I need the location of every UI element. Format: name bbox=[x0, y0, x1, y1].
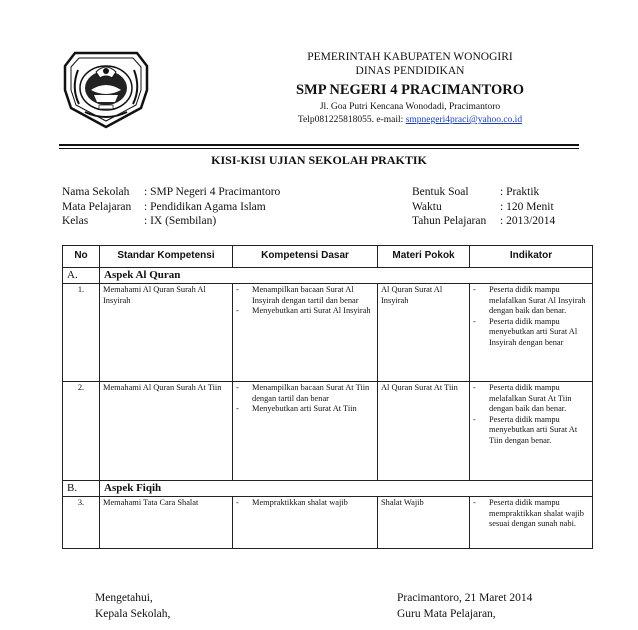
header-standar-kompetensi: Standar Kompetensi bbox=[100, 246, 233, 268]
info-key: Bentuk Soal bbox=[412, 186, 469, 198]
bullet-item: - Menyebutkan arti Surat Al Insyirah bbox=[236, 306, 371, 316]
bullet-item: - Menampilkan bacaan Surat At Tiin dengan tartil dan benar bbox=[236, 383, 370, 403]
info-key: Mata Pelajaran bbox=[62, 200, 132, 213]
bullet-item: - Menyebutkan arti Surat At Tiin bbox=[236, 404, 357, 414]
info-right bbox=[412, 185, 555, 229]
place-date: Pracimantoro, 21 Maret 2014 bbox=[397, 592, 533, 604]
header-materi-pokok: Materi Pokok bbox=[378, 246, 470, 268]
info-row bbox=[412, 200, 555, 215]
info-value: : IX (Sembilan) bbox=[144, 215, 217, 227]
table-row bbox=[63, 382, 593, 481]
info-row bbox=[62, 185, 280, 200]
row-number: 2. bbox=[63, 382, 100, 481]
row-number: 3. bbox=[63, 497, 100, 549]
signature-right bbox=[397, 591, 532, 622]
materi-pokok-cell: Al Quran Surat At Tiin bbox=[378, 382, 470, 481]
section-row bbox=[63, 268, 593, 284]
letterhead bbox=[230, 50, 590, 127]
section-name: Aspek Fiqih bbox=[100, 481, 593, 497]
table-header-row bbox=[63, 246, 593, 268]
row-number: 1. bbox=[63, 284, 100, 382]
section-label: B. bbox=[63, 481, 100, 497]
info-value: : 2013/2014 bbox=[500, 215, 556, 227]
bullet-item: - Peserta didik mampu melafalkan Surat Al Insyirah dengan baik dan benar. bbox=[473, 285, 586, 316]
indikator-cell bbox=[470, 284, 593, 382]
letterhead-divider-thin bbox=[59, 148, 579, 149]
kabupaten-emblem-logo bbox=[63, 50, 149, 130]
teacher-label: Guru Mata Pelajaran, bbox=[397, 607, 496, 620]
kompetensi-dasar-cell bbox=[233, 382, 378, 481]
table-row bbox=[63, 284, 593, 382]
bullet-item: - Mempraktikkan shalat wajib bbox=[236, 498, 348, 507]
info-key: Kelas bbox=[62, 215, 89, 227]
info-row bbox=[412, 214, 555, 229]
phone-text: Telp081225818055. e-mail: bbox=[297, 115, 406, 125]
bullet-item: - Peserta didik mampu menyebutkan arti Surat Al Insyirah dengan benar bbox=[473, 316, 578, 347]
section-row bbox=[63, 481, 593, 497]
government-name: PEMERINTAH KABUPATEN WONOGIRI bbox=[307, 51, 513, 63]
bullet-item: - Peserta didik mampu menyebutkan arti Surat At Tiin dengan benar. bbox=[473, 414, 578, 445]
header-no: No bbox=[63, 246, 100, 268]
materi-pokok-cell: Al Quran Surat Al Insyirah bbox=[378, 284, 470, 382]
kompetensi-dasar-cell bbox=[233, 284, 378, 382]
signature-left bbox=[95, 591, 170, 622]
kisi-kisi-table bbox=[62, 245, 593, 549]
info-row bbox=[62, 214, 280, 229]
section-name: Aspek Al Quran bbox=[100, 268, 593, 284]
bullet-item: - Menampilkan bacaan Surat Al Insyirah dengan tartil dan benar bbox=[236, 285, 359, 305]
school-address: Jl. Goa Putri Kencana Wonodadi, Pracimantoro bbox=[319, 102, 501, 112]
info-value: : 120 Menit bbox=[500, 200, 554, 213]
email-link[interactable]: smpnegeri4praci@yahoo.co.id bbox=[405, 115, 523, 125]
header-indikator: Indikator bbox=[470, 246, 593, 268]
letterhead-divider-thick bbox=[59, 144, 579, 146]
principal-label: Kepala Sekolah, bbox=[95, 607, 171, 620]
standar-kompetensi-cell: Memahami Tata Cara Shalat bbox=[100, 497, 233, 549]
bullet-item: - Peserta didik mampu melafalkan Surat At Tiin dengan baik dan benar. bbox=[473, 383, 572, 414]
document-title: KISI-KISI UJIAN SEKOLAH PRAKTIK bbox=[211, 153, 427, 167]
header-kompetensi-dasar: Kompetensi Dasar bbox=[233, 246, 378, 268]
standar-kompetensi-cell: Memahami Al Quran Surah At Tiin bbox=[100, 382, 233, 481]
table-row bbox=[63, 497, 593, 549]
school-contact bbox=[230, 114, 590, 127]
info-value: : Pendidikan Agama Islam bbox=[144, 200, 266, 213]
kompetensi-dasar-cell bbox=[233, 497, 378, 549]
standar-kompetensi-cell: Memahami Al Quran Surah Al Insyirah bbox=[100, 284, 233, 382]
info-key: Tahun Pelajaran bbox=[412, 215, 487, 227]
section-label: A. bbox=[63, 268, 100, 284]
info-row bbox=[412, 185, 555, 200]
department-name: DINAS PENDIDIKAN bbox=[355, 65, 465, 77]
materi-pokok-cell: Shalat Wajib bbox=[378, 497, 470, 549]
info-key: Nama Sekolah bbox=[62, 186, 130, 198]
school-name: SMP NEGERI 4 PRACIMANTORO bbox=[295, 82, 525, 98]
bullet-item: - Peserta didik mampu mempraktikkan shalat wajib sesuai dengan sunah nabi. bbox=[473, 498, 584, 529]
info-value: : SMP Negeri 4 Pracimantoro bbox=[144, 186, 281, 198]
acknowledged-label: Mengetahui, bbox=[95, 592, 153, 604]
info-value: : Praktik bbox=[500, 186, 540, 198]
info-row bbox=[62, 200, 280, 215]
indikator-cell bbox=[470, 497, 593, 549]
info-left bbox=[62, 185, 280, 229]
info-key: Waktu bbox=[412, 200, 442, 213]
indikator-cell bbox=[470, 382, 593, 481]
